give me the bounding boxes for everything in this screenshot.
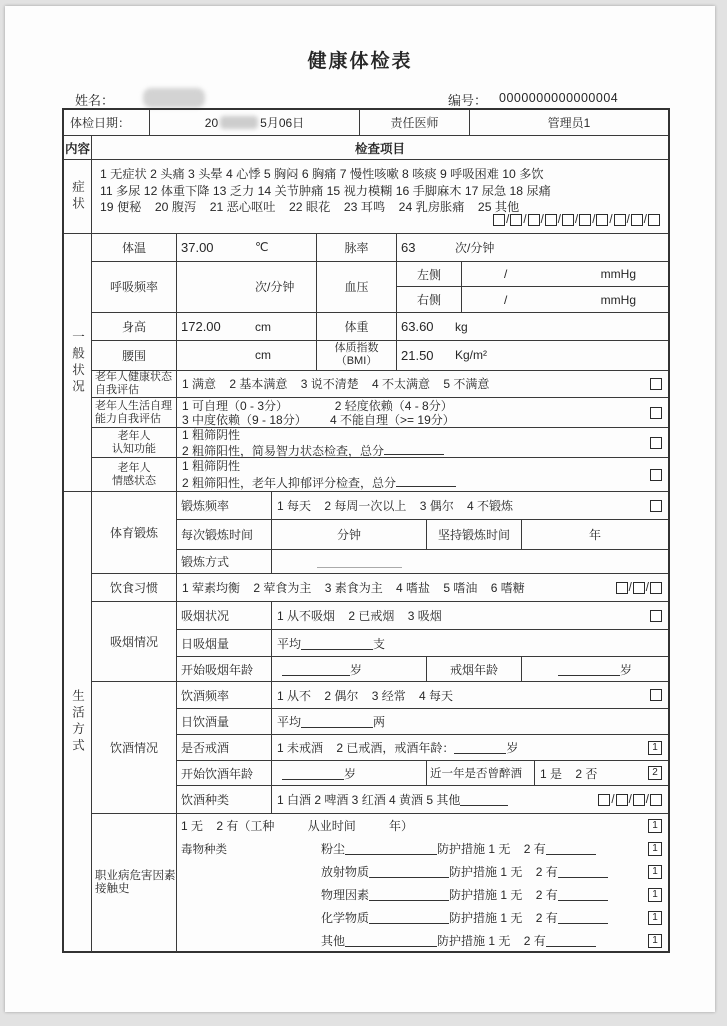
exercise-time-unit: 分钟 [272, 520, 427, 549]
hazard-blank [369, 888, 449, 901]
height-value-cell [177, 313, 317, 340]
smoking-status-label: 吸烟状况 [177, 602, 272, 629]
protect-blank [546, 842, 596, 855]
temperature-value: 37.00 [181, 239, 214, 255]
cognition-score-blank [384, 442, 444, 455]
exercise-time-row [177, 520, 668, 550]
checkbox [562, 214, 574, 226]
waist-label: 腰围 [92, 341, 177, 370]
elder-selfcare-checkbox [650, 407, 662, 419]
bmi-label: 体质指数 （BMI） [317, 341, 397, 370]
temp-pulse-row [92, 234, 668, 262]
smoking-quit-unit: 岁 [619, 662, 632, 677]
occupation-row-other: 其他 防护措施 1 无 2 有 1 [177, 929, 668, 952]
smoking-amount-label: 日吸烟量 [177, 630, 272, 656]
exam-form-table [62, 108, 670, 953]
diet-code-boxes [616, 582, 662, 594]
form-number-value: 0000000000000004 [499, 91, 619, 105]
emotion-score-blank [396, 474, 456, 487]
bmi-value-cell [397, 341, 668, 370]
lifestyle-section [64, 492, 668, 952]
drinking-kind-row [177, 786, 668, 813]
smoking-start-unit: 岁 [350, 662, 363, 677]
bp-left-unit: mmHg [600, 267, 636, 282]
drinking-kind-other-blank [460, 793, 508, 806]
exercise-freq-options: 1 每天 2 每周一次以上 3 偶尔 4 不锻炼 [277, 499, 514, 513]
hazard-blank [369, 911, 449, 924]
weight-label: 体重 [317, 313, 397, 340]
exercise-freq-checkbox [650, 500, 662, 512]
waist-bmi-row [92, 341, 668, 371]
smoking-start-blank [282, 663, 350, 676]
emotion-line-1: 1 粗筛阴性 [182, 459, 241, 473]
temperature-label: 体温 [92, 234, 177, 261]
bmi-unit: Kg/m² [455, 348, 488, 363]
cognition-label: 老年人 认知功能 [92, 428, 177, 457]
height-weight-row [92, 313, 668, 341]
patient-name-label: 姓名： [75, 93, 115, 108]
emotion-line-2: 2 粗筛阳性，老年人抑郁评分检查，总分 [182, 474, 456, 491]
bp-left-value [462, 262, 668, 287]
symptom-options-line-1: 1 无症状 2 头痛 3 头晕 4 心悸 5 胸闷 6 胸痛 7 慢性咳嗽 8 咳痰 9 呼吸困难 10 多饮 [100, 167, 544, 181]
elder-health-checkbox [650, 378, 662, 390]
waist-value-cell [177, 341, 317, 370]
protect-blank [558, 888, 608, 901]
form-title: 健康体检表 [307, 51, 413, 72]
check-items-header: 检查项目 [354, 141, 405, 156]
general-status-section-label: 一般状况 [64, 234, 92, 491]
occupation-line-0: 1 无 2 有（工种 从业时间 年） 1 [177, 814, 668, 837]
cognition-row [92, 428, 668, 458]
checkbox [648, 214, 660, 226]
table-header-row [64, 136, 668, 160]
checkbox [633, 582, 645, 594]
exam-date-suffix: 5月06日 [260, 116, 305, 130]
drinking-freq-row [177, 682, 668, 709]
pulse-unit: 次/分钟 [455, 240, 495, 255]
checkbox [596, 214, 608, 226]
checkbox [493, 214, 505, 226]
exam-date-prefix: 20 [204, 115, 219, 130]
checkbox [598, 794, 610, 806]
elder-health-row [92, 371, 668, 399]
occupation-label: 职业病危害因素 接触史 [92, 814, 177, 952]
slash-separator: / [628, 793, 632, 806]
drunk-code-box: 2 [648, 766, 662, 780]
temperature-unit: ℃ [255, 240, 269, 255]
emotion-options-cell [177, 458, 668, 491]
drunk-label: 近一年是否曾醉酒 [427, 761, 535, 785]
smoking-amount-unit: 支 [373, 636, 386, 651]
hazard-blank [345, 934, 437, 947]
cognition-checkbox [650, 437, 662, 449]
pulse-label: 脉率 [317, 234, 397, 261]
height-value: 172.00 [181, 319, 221, 335]
drinking-quit-options: 1 未戒酒 2 已戒酒，戒酒年龄： [277, 741, 455, 755]
drinking-amount-label: 日饮酒量 [177, 709, 272, 734]
protect-blank [558, 865, 608, 878]
exam-date-row [64, 110, 668, 136]
occupation-row-code-box: 1 [648, 888, 662, 902]
content-column-header: 内容 [64, 136, 92, 159]
elder-health-options: 1 满意 2 基本满意 3 说不清楚 4 不太满意 5 不满意 [182, 377, 490, 392]
slash-separator: / [645, 793, 649, 806]
smoking-quit-label: 戒烟年龄 [427, 657, 522, 681]
waist-unit: cm [255, 348, 271, 363]
emotion-label: 老年人 情感状态 [92, 458, 177, 491]
meta-row [5, 88, 715, 110]
protect-blank [546, 934, 596, 947]
smoking-age-row [177, 657, 668, 681]
drinking-kind-label: 饮酒种类 [177, 786, 272, 813]
smoking-status-options: 1 从不吸烟 2 已戒烟 3 吸烟 [277, 609, 442, 623]
smoking-start-label: 开始吸烟年龄 [177, 657, 272, 681]
occupation-row-physical: 物理因素 防护措施 1 无 2 有 1 [177, 883, 668, 906]
diet-row [92, 574, 668, 602]
exercise-freq-row [177, 492, 668, 520]
form-number-label: 编号： [448, 93, 488, 108]
bp-label: 血压 [317, 262, 397, 312]
resp-bp-row [92, 262, 668, 313]
respiration-label: 呼吸频率 [92, 262, 177, 312]
slash-separator: / [574, 213, 579, 226]
drinking-quit-row [177, 735, 668, 761]
occupation-row-radiation: 放射物质 防护措施 1 无 2 有 1 [177, 860, 668, 883]
bp-right-label: 右侧 [397, 287, 462, 312]
exercise-label: 体育锻炼 [92, 492, 177, 573]
lifestyle-body [92, 492, 668, 952]
checkbox [650, 794, 662, 806]
doctor-label: 责任医师 [360, 110, 470, 135]
drinking-quit-unit: 岁 [506, 741, 519, 755]
elder-selfcare-options-line-1: 1 可自理（0 - 3分） 2 轻度依赖（4 - 8分） [182, 398, 453, 413]
drunk-options: 1 是 2 否 [540, 766, 598, 781]
emotion-checkbox [650, 469, 662, 481]
symptoms-options-cell [92, 160, 668, 233]
temperature-value-cell [177, 234, 317, 261]
elder-health-options-cell [177, 371, 668, 398]
drinking-quit-age-blank [454, 741, 506, 754]
occupation-line-0-code-box: 1 [648, 819, 662, 833]
drinking-kind-options: 1 白酒 2 啤酒 3 红酒 4 黄酒 5 其他 [277, 793, 461, 807]
symptoms-section [64, 160, 668, 234]
checkbox [650, 582, 662, 594]
smoking-label: 吸烟情况 [92, 602, 177, 681]
checkbox [633, 794, 645, 806]
hazard-blank [345, 842, 437, 855]
drinking-label: 饮酒情况 [92, 682, 177, 813]
elder-health-label: 老年人健康状态 自我评估 [92, 371, 177, 398]
bp-left-label: 左侧 [397, 262, 462, 287]
drinking-amount-blank [301, 715, 373, 728]
lifestyle-section-label: 生活方式 [64, 492, 92, 952]
bp-right-unit: mmHg [600, 292, 636, 307]
checkbox [631, 214, 643, 226]
drinking-start-row [177, 761, 668, 786]
exercise-way-label: 锻炼方式 [177, 550, 272, 573]
slash-separator: / [611, 793, 615, 806]
checkbox [528, 214, 540, 226]
slash-separator: / [592, 213, 596, 226]
checkbox [614, 214, 626, 226]
occupation-group [92, 814, 668, 952]
slash-separator: / [643, 213, 647, 226]
exercise-way-blank [317, 555, 402, 568]
exam-date-redacted [220, 116, 258, 129]
doctor-value: 管理员1 [547, 116, 591, 130]
symptom-options-line-2: 11 多尿 12 体重下降 13 乏力 14 关节肿痛 15 视力模糊 16 手脚麻木 17 尿急 18 尿痛 [100, 183, 551, 198]
height-label: 身高 [92, 313, 177, 340]
protect-blank [558, 911, 608, 924]
checkbox [616, 582, 628, 594]
general-status-section [64, 234, 668, 492]
drinking-start-label: 开始饮酒年龄 [177, 761, 272, 785]
checkbox [616, 794, 628, 806]
drinking-kind-code-boxes [598, 794, 662, 806]
weight-value-cell [397, 313, 668, 340]
symptoms-section-label: 症状 [64, 160, 92, 233]
drinking-freq-options: 1 从不 2 偶尔 3 经常 4 每天 [277, 688, 454, 703]
drinking-amount-row [177, 709, 668, 735]
symptom-code-boxes [493, 212, 660, 229]
elder-selfcare-label: 老年人生活自理 能力自我评估 [92, 398, 177, 427]
smoking-amount-blank [301, 637, 373, 650]
occupation-row-code-box: 1 [648, 934, 662, 948]
occupation-row-dust: 毒物种类 粉尘 防护措施 1 无 2 有 1 [177, 837, 668, 860]
pulse-value-cell [397, 234, 668, 261]
symptom-options-line-3: 19 便秘 20 腹泻 21 恶心呕吐 22 眼花 23 耳鸣 24 乳房胀痛 25 其他 [100, 200, 520, 214]
checkbox [545, 214, 557, 226]
patient-name-redacted [143, 88, 205, 108]
exam-date-label: 体检日期： [64, 110, 150, 135]
slash-separator: / [506, 213, 510, 226]
occupation-row-code-box: 1 [648, 865, 662, 879]
cognition-line-1: 1 粗筛阴性 [182, 427, 241, 442]
checkbox [510, 214, 522, 226]
drinking-amount-unit: 两 [373, 715, 386, 729]
slash-separator: / [609, 213, 613, 226]
occupation-row-code-box: 1 [648, 842, 662, 856]
pulse-value: 63 [401, 239, 416, 255]
smoking-amount-row [177, 630, 668, 657]
respiration-unit: 次/分钟 [255, 280, 295, 295]
smoking-quit-blank [558, 663, 620, 676]
general-status-body [92, 234, 668, 491]
smoking-amount-prefix: 平均 [277, 636, 302, 651]
occupation-row-code-box: 1 [648, 911, 662, 925]
smoking-group [92, 602, 668, 682]
elder-selfcare-options-cell [177, 398, 668, 427]
elder-selfcare-row [92, 398, 668, 428]
exercise-group [92, 492, 668, 574]
emotion-row [92, 458, 668, 491]
checkbox [579, 214, 591, 226]
respiration-value-cell [177, 262, 317, 312]
document-page [5, 6, 715, 1012]
hazard-blank [369, 865, 449, 878]
exercise-persist-label: 坚持锻炼时间 [427, 520, 522, 549]
weight-unit: kg [455, 319, 468, 334]
exercise-freq-label: 锻炼频率 [177, 492, 272, 519]
smoking-status-checkbox [650, 610, 662, 622]
slash-separator: / [628, 581, 632, 594]
diet-label: 饮食习惯 [92, 574, 177, 601]
bp-right-value [462, 287, 668, 312]
toxin-type-label: 毒物种类 [181, 843, 227, 856]
exercise-time-label: 每次锻炼时间 [177, 520, 272, 549]
slash-separator: / [645, 581, 649, 594]
bp-cell [397, 262, 668, 312]
drinking-amount-prefix: 平均 [277, 715, 302, 729]
bp-left-slash: / [504, 267, 508, 282]
diet-options: 1 荤素均衡 2 荤食为主 3 素食为主 4 嗜盐 5 嗜油 6 嗜糖 [182, 581, 525, 595]
occupation-row-chemical: 化学物质 防护措施 1 无 2 有 1 [177, 906, 668, 929]
smoking-status-row [177, 602, 668, 630]
drinking-start-blank [282, 767, 344, 780]
bp-left-row [397, 262, 668, 288]
bp-right-row [397, 287, 668, 312]
drinking-start-unit: 岁 [344, 766, 357, 781]
exam-date-value [150, 110, 360, 135]
exercise-persist-unit: 年 [588, 528, 601, 542]
bmi-value: 21.50 [401, 347, 434, 363]
elder-selfcare-options-line-2: 3 中度依赖（9 - 18分） 4 不能自理（>= 19分） [182, 412, 455, 427]
weight-value: 63.60 [401, 319, 434, 335]
slash-separator: / [557, 213, 561, 226]
slash-separator: / [523, 213, 527, 226]
height-unit: cm [255, 319, 271, 334]
slash-separator: / [626, 213, 630, 226]
cognition-options-cell [177, 428, 668, 457]
drinking-group [92, 682, 668, 814]
cognition-line-2: 2 粗筛阳性，简易智力状态检查，总分 [182, 442, 444, 458]
drinking-freq-checkbox [650, 689, 662, 701]
drinking-quit-code-box: 1 [648, 741, 662, 755]
drinking-quit-label: 是否戒酒 [177, 735, 272, 760]
slash-separator: / [540, 213, 544, 226]
drinking-freq-label: 饮酒频率 [177, 682, 272, 708]
exercise-way-row [177, 550, 668, 573]
bp-right-slash: / [504, 292, 508, 307]
